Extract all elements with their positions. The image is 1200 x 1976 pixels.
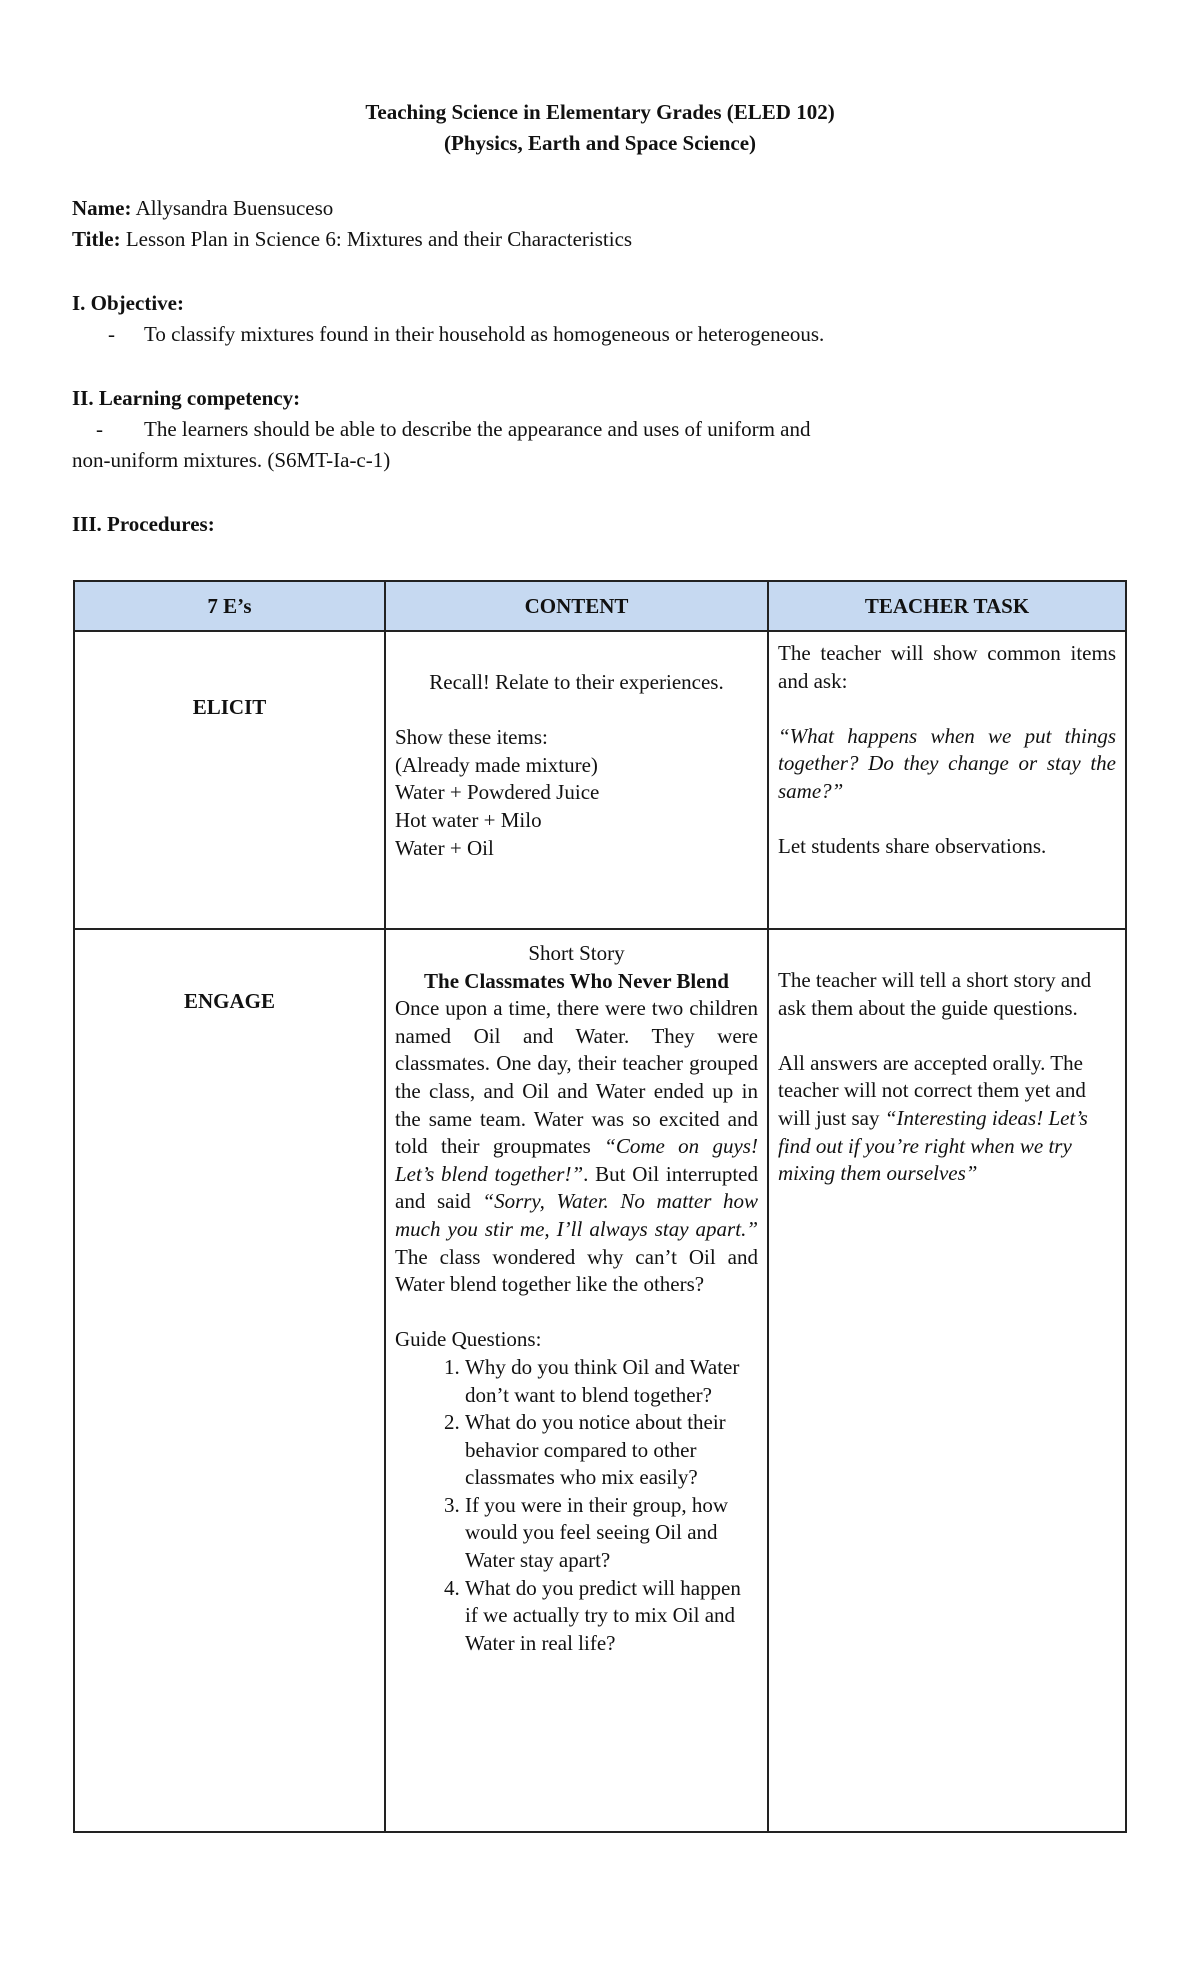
competency-bullet: - — [96, 417, 103, 441]
list-item: Water + Powdered Juice — [395, 780, 600, 805]
list-item: (Already made mixture) — [395, 752, 598, 777]
name-value: Allysandra Buensuceso — [131, 196, 334, 220]
title-line — [72, 226, 632, 252]
story-title: The Classmates Who Never Blend — [424, 968, 729, 993]
name-line — [72, 195, 333, 221]
task-cell — [768, 929, 1126, 1832]
stage-label: ENGAGE — [183, 989, 275, 1013]
list-item: 1. Why do you think Oil and Water don’t want to blend together? — [465, 1354, 758, 1409]
elicit-task-question: “What happens when we put things together? Do they change or stay the same?” — [778, 723, 1116, 803]
course-subtitle: (Physics, Earth and Space Science) — [443, 131, 757, 155]
course-title: Teaching Science in Elementary Grades (ELED 102) — [365, 100, 835, 124]
list-item: Hot water + Milo — [395, 807, 542, 832]
stage-cell — [74, 929, 385, 1832]
task-cell — [768, 631, 1126, 929]
title-value: Lesson Plan in Science 6: Mixtures and their Characteristics — [120, 227, 633, 251]
procedures-heading: III. Procedures: — [72, 512, 215, 536]
content-cell — [385, 929, 768, 1832]
title-label: Title: — [72, 227, 121, 251]
guide-questions-label: Guide Questions: — [395, 1327, 542, 1352]
list-item: 3. If you were in their group, how would you feel seeing Oil and Water stay apart? — [465, 1492, 758, 1575]
elicit-intro: Recall! Relate to their experiences. — [429, 670, 724, 694]
table-row-engage — [74, 929, 1126, 1832]
column-header: 7 E’s — [74, 581, 385, 631]
story-label: Short Story — [528, 941, 625, 965]
objective-text: To classify mixtures found in their household as homogeneous or heterogeneous. — [144, 322, 825, 346]
competency-line2: non-uniform mixtures. (S6MT-Ia-c-1) — [72, 448, 391, 472]
table-row-elicit — [74, 631, 1126, 929]
guide-questions-list — [395, 1354, 758, 1658]
procedures-table — [73, 580, 1127, 1833]
objective-heading: I. Objective: — [72, 291, 184, 315]
competency-line1: The learners should be able to describe the appearance and uses of uniform and — [144, 417, 811, 441]
competency-heading: II. Learning competency: — [72, 386, 301, 410]
column-header: CONTENT — [385, 581, 768, 631]
objective-bullet: - — [108, 322, 115, 346]
story-text: Once upon a time, there were two children named Oil and Water. They were classmates. One day, their teacher grouped the class, and Oil and Water ended up in the same team. Water was so excited and told their groupmates “Come on guys! Let’s blend together!”. But Oil interrupted and said “Sorry, Water. No matter how much you stir me, I’ll always stay apart.” The class wondered why can’t Oil and Water blend together like the others? — [395, 996, 758, 1297]
content-cell — [385, 631, 768, 929]
list-item: 4. What do you predict will happen if we actually try to mix Oil and Water in real life? — [465, 1575, 758, 1658]
list-item: 2. What do you notice about their behavior compared to other classmates who mix easily? — [465, 1409, 758, 1492]
list-item: Water + Oil — [395, 835, 494, 860]
stage-label: ELICIT — [192, 695, 267, 719]
stage-cell — [74, 631, 385, 929]
table-header-row — [74, 581, 1126, 631]
engage-task-text: All answers are accepted orally. The teacher will not correct them yet and will just say “Interesting ideas! Let’s find out if you’re right when we try mixing them ourselves” — [778, 1050, 1088, 1186]
column-header: TEACHER TASK — [768, 581, 1126, 631]
elicit-task-intro: The teacher will show common items and ask: — [778, 641, 1116, 693]
list-item: Show these items: — [395, 725, 548, 750]
engage-task-intro: The teacher will tell a short story and ask them about the guide questions. — [778, 968, 1092, 1020]
elicit-task-end: Let students share observations. — [778, 834, 1047, 859]
name-label: Name: — [72, 196, 132, 220]
